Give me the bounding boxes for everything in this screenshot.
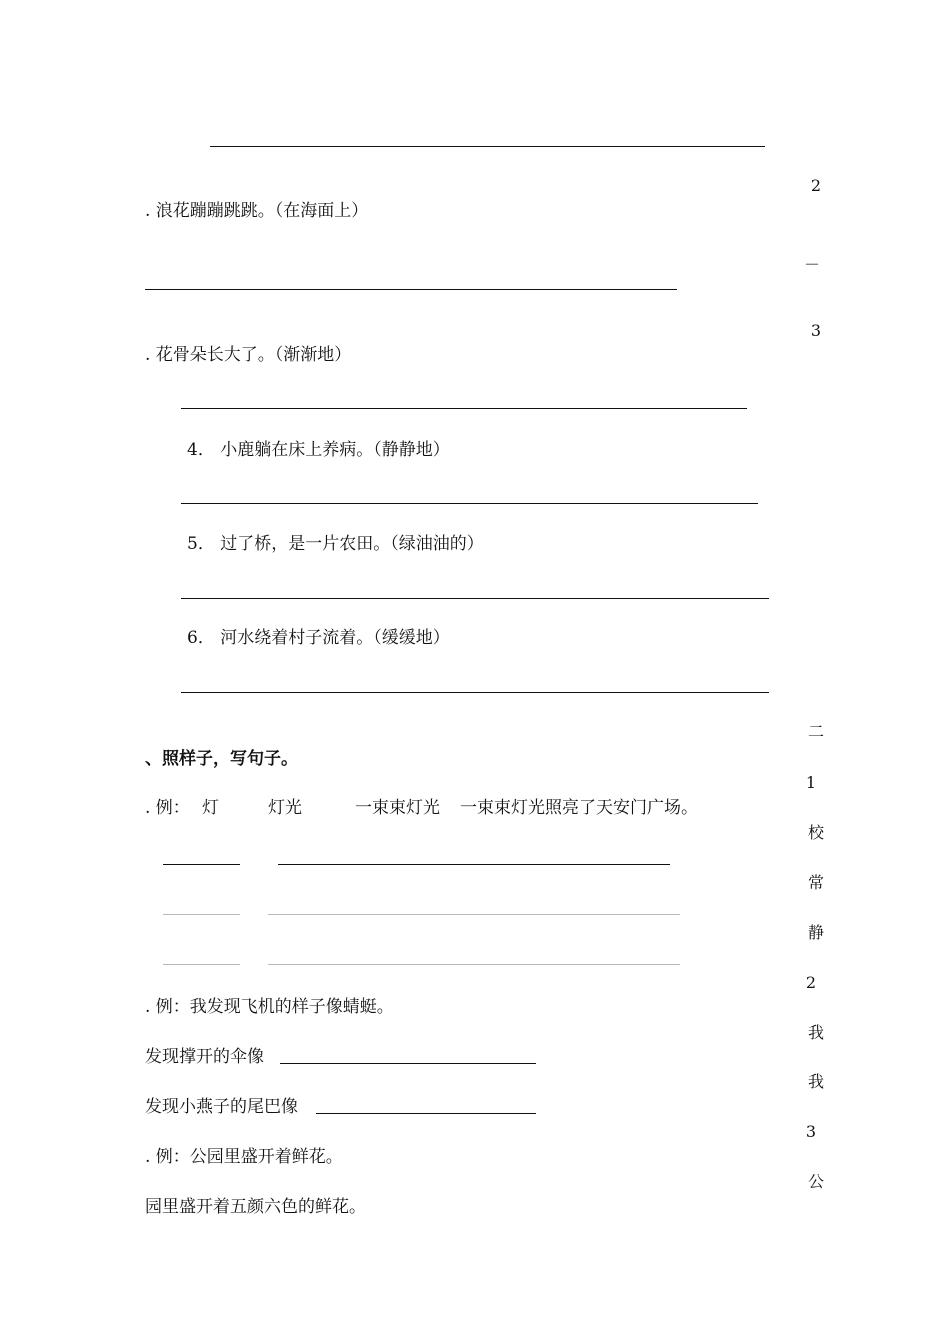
example-3-answer: 园里盛开着五颜六色的鲜花。 — [145, 1197, 366, 1217]
example-2-line: . 例：我发现飞机的样子像蜻蜓。 — [145, 997, 394, 1017]
answer-line-3[interactable] — [181, 408, 747, 409]
blank-sentence-2[interactable] — [268, 914, 680, 915]
exercise-item-6: 6． 河水绕着村子流着。（缓缓地） — [187, 628, 450, 648]
example-3-line: . 例：公园里盛开着鲜花。 — [145, 1147, 343, 1167]
blank-word-1[interactable] — [163, 864, 240, 865]
margin-bottom-10: 公 — [807, 1172, 824, 1191]
margin-bottom-7: 我 — [807, 1023, 824, 1042]
margin-bottom-3: 校 — [807, 823, 824, 842]
exercise-item-2: . 浪花蹦蹦跳跳。（在海面上） — [145, 201, 369, 221]
margin-bottom-2: 1 — [805, 773, 817, 792]
blank-q1[interactable] — [280, 1063, 536, 1064]
example-2-question-1: 发现撑开的伞像 — [145, 1047, 264, 1067]
margin-bottom-5: 静 — [807, 923, 824, 942]
exercise-item-4: 4． 小鹿躺在床上养病。（静静地） — [187, 440, 450, 460]
blank-q2[interactable] — [316, 1113, 536, 1114]
answer-line-5[interactable] — [181, 598, 769, 599]
answer-line-2[interactable] — [145, 289, 677, 290]
blank-word-3[interactable] — [163, 964, 240, 965]
example-1-sentence: 一束束灯光照亮了天安门广场。 — [460, 798, 698, 818]
margin-bottom-4: 常 — [807, 873, 824, 892]
margin-bottom-8: 我 — [807, 1072, 824, 1091]
margin-bottom-1: 二 — [807, 722, 824, 741]
example-1-word-3: 一束束灯光 — [355, 798, 440, 818]
example-1-prefix: . 例： — [145, 798, 190, 818]
exercise-item-5: 5． 过了桥，是一片农田。（绿油油的） — [187, 534, 484, 554]
answer-line-6[interactable] — [181, 692, 769, 693]
example-1-word-2: 灯光 — [268, 798, 302, 818]
margin-bottom-6: 2 — [805, 973, 817, 992]
blank-word-2[interactable] — [163, 914, 240, 915]
answer-line-1[interactable] — [210, 146, 765, 147]
blank-sentence-1[interactable] — [278, 864, 670, 865]
example-1-word-1: 灯 — [202, 798, 219, 818]
blank-sentence-3[interactable] — [268, 964, 680, 965]
answer-line-4[interactable] — [181, 503, 758, 504]
margin-top-2: － — [803, 255, 820, 274]
example-2-question-2: 发现小燕子的尾巴像 — [145, 1097, 298, 1117]
margin-top-3: 3 — [810, 321, 822, 340]
margin-top-1: 2 — [810, 176, 822, 195]
section-heading: 、照样子，写句子。 — [145, 749, 298, 769]
exercise-item-3: . 花骨朵长大了。（渐渐地） — [145, 345, 352, 365]
margin-bottom-9: 3 — [805, 1122, 817, 1141]
